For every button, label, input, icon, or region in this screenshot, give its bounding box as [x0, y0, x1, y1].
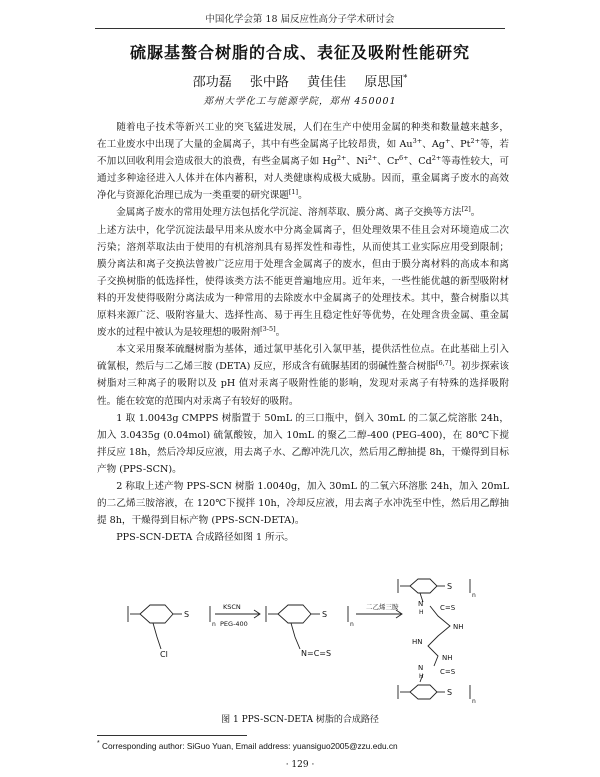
- citation: [1]: [288, 188, 299, 197]
- figure-caption: 图 1 PPS-SCN-DETA 树脂的合成路径: [221, 715, 379, 725]
- reagent-label: 二乙烯三胺: [366, 603, 399, 611]
- benzene-ring: [278, 605, 311, 623]
- reagent-label: KSCN: [223, 603, 241, 611]
- sulfur-label: S: [447, 582, 453, 591]
- reaction-arrow: [356, 610, 402, 618]
- citation: [2]: [461, 205, 471, 214]
- benzene-ring: [140, 605, 173, 623]
- author-name: 原思国: [364, 75, 404, 90]
- thiourea-label: C=S: [440, 668, 456, 676]
- repeat-n: n: [350, 621, 354, 628]
- affiliation: 郑州大学化工与能源学院，郑州 450001: [203, 96, 397, 107]
- sulfur-label: S: [322, 610, 328, 619]
- corresponding-mark: *: [403, 73, 408, 83]
- amine-label: NH: [442, 654, 453, 662]
- paragraph-scheme-ref: PPS-SCN-DETA 合成路径如图 1 所示。: [116, 532, 294, 544]
- chloride-label: Cl: [160, 650, 168, 659]
- author-name: 黄佳佳: [307, 75, 347, 90]
- thiourea-label: C=S: [440, 604, 456, 612]
- footnote-mark: *: [97, 740, 100, 747]
- article-title: 硫脲基螯合树脂的合成、表征及吸附性能研究: [129, 43, 470, 62]
- reaction-arrow: [215, 610, 260, 618]
- running-head: 中国化学会第 18 届反应性高分子学术研讨会: [95, 11, 505, 29]
- author-name: 张中路: [249, 75, 289, 90]
- footnote-divider: [97, 735, 247, 736]
- isothiocyanate-label: N=C=S: [301, 649, 332, 658]
- nh-label: N: [418, 600, 424, 608]
- paragraph-intro: 随着电子技术等新兴工业的突飞猛进发展，人们在生产中使用金属的种类和数量越来越多，在工业废水中出现了大量的金属离子，其中有些金属离子比较昂贵，如 $Au^{3+}$、Ag+、$Pt^{2+}$等，若不加以回收利用会造成很大的浪费，有些金属离子如 $Hg^{2+}$、$Ni^{2+}$、$Cr^{6+}$、$Cd^{2+}$等毒性较大，可通过多种途径进入人体并在体内蓄积，对人类健康构成极大威胁。因而，重金属离子废水的高效净化与资源化治理已成为一类重要的研究课题[1]。: [97, 122, 510, 202]
- benzene-ring: [410, 685, 437, 699]
- sulfur-label: S: [184, 610, 190, 619]
- footnote-text: Corresponding author: SiGuo Yuan, Email address: yuansiguo2005@zzu.edu.cn: [99, 740, 398, 751]
- nh-label: N: [418, 664, 424, 672]
- author-list: [100, 71, 500, 90]
- ch2-bond: [153, 623, 161, 649]
- author-name: 邵功磊: [192, 75, 232, 90]
- h-label: H: [419, 609, 424, 616]
- body-text: [97, 119, 509, 546]
- footnote: [97, 740, 517, 751]
- synthesis-scheme-drawing: [120, 574, 500, 714]
- h-label: H: [419, 673, 424, 680]
- reagent-label: PEG-400: [220, 620, 248, 628]
- ch2-bond: [291, 623, 300, 649]
- amine-label: HN: [412, 638, 423, 646]
- page-number: · 129 ·: [285, 760, 315, 770]
- repeat-n: n: [472, 592, 476, 599]
- sulfur-label: S: [447, 688, 453, 697]
- amine-label: NH: [453, 623, 464, 631]
- benzene-ring: [410, 579, 437, 593]
- paragraph-approach: 本文采用聚苯硫醚树脂为基体，通过氯甲基化引入氯甲基，提供活性位点。在此基础上引入硫氰根，然后与二乙烯三胺 (DETA) 反应，形成含有硫脲基团的弱碱性螯合树脂[6,7]。初步探索该树脂对三种离子的吸附以及 pH 值对汞离子吸附性能的影响，发现对汞离子有特殊的选择吸附性。能在较宽的范围内对汞离子有较好的吸附。: [97, 344, 510, 407]
- paragraph-methods-review: 金属离子废水的常用处理方法包括化学沉淀、溶剂萃取、膜分离、离子交换等方法[2]。: [116, 205, 481, 219]
- synthesis-scheme: [120, 574, 500, 714]
- paragraph-step-2: 2 称取上述产物 PPS-SCN 树脂 1.0040g，加入 30mL 的二氧六环溶胀 24h，加入 20mL 的二乙烯三胺溶液，在 120℃下搅拌 10h，冷却反应液，用去离子水冲洗至中性，然后用乙醇抽提 8h，干燥得到目标产物 (PPS-SCN-DETA)。: [97, 480, 509, 527]
- repeat-n: n: [212, 621, 216, 628]
- citation: [6,7]: [435, 359, 452, 368]
- citation: [3-5]: [260, 324, 276, 333]
- repeat-n: n: [472, 698, 476, 705]
- paragraph-methods-detail: 上述方法中，化学沉淀法最早用来从废水中分离金属离子，但处理效果不佳且会对环境造成二次污染；溶剂萃取法由于使用的有机溶剂具有易挥发性和毒性，从而使其工业实际应用受到限制；膜分离法和离子交换法曾被广泛应用于处理含金属离子的废水，但由于膜分离材料的高成本和离子交换树脂的低选择性，使得该类方法不能更普遍地应用。近年来，一些性能优越的新型吸附材料的开发使得吸附分离法成为一种常用的去除废水中金属离子的处理技术。其中，螯合树脂以其原料来源广泛、吸附容量大、选择性高、易于再生且稳定性好等优势，在处理含贵金属、重金属废水的过程中被认为是较理想的吸附剂[3-5]。: [97, 224, 509, 339]
- paragraph-step-1: 1 取 1.0043g CMPPS 树脂置于 50mL 的三口瓶中，倒入 30mL 的二氯乙烷溶胀 24h，加入 3.0435g (0.04mol) 硫氰酸铵，加入 10mL 的聚乙二醇-400 (PEG-400)，在 80℃下搅拌反应 18h，然后冷却反应液，用去离子水、乙醇冲洗几次，然后用乙醇抽提 8h，干燥得到目标产物 (PPS-SCN)。: [97, 412, 509, 475]
